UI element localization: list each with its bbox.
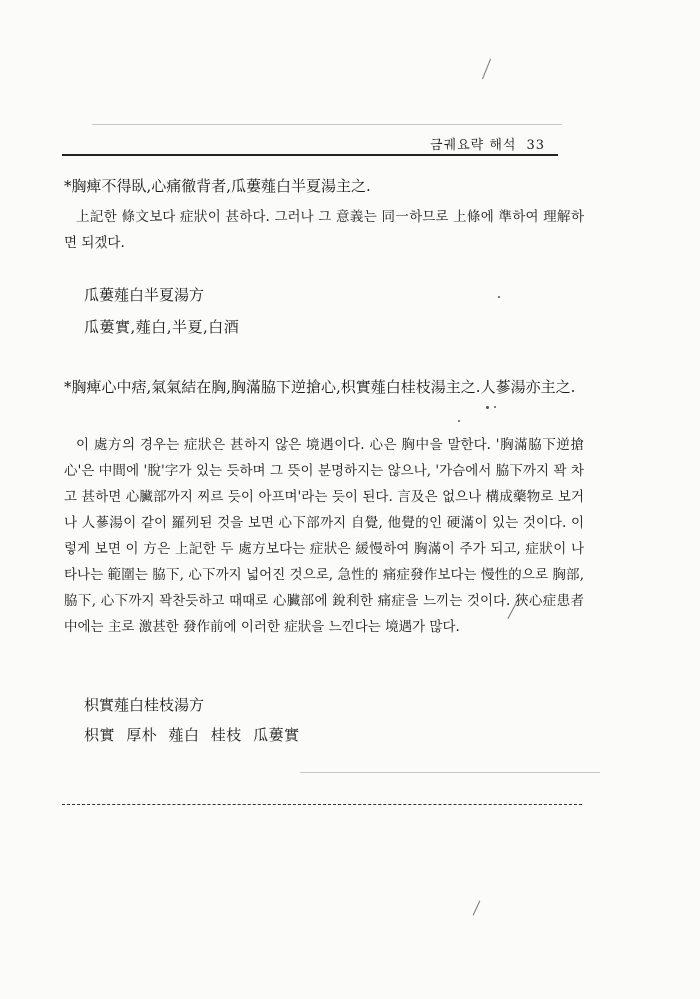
header-rule xyxy=(62,154,558,156)
scan-speck xyxy=(458,420,460,422)
footer-rule xyxy=(62,804,582,806)
bleed-through-rule xyxy=(300,772,600,773)
running-header xyxy=(430,134,545,153)
section1-ingredients: 瓜蔞實,薤白,半夏,白酒 xyxy=(84,318,240,336)
section2-commentary: 이 處方의 경우는 症狀은 甚하지 않은 境遇이다. 心은 胸中을 말한다. '胸滿脇下逆搶心'은 中間에 '脫'字가 있는 듯하며 그 뜻이 분명하지는 않으나, '가슴에서 脇下까지 꽉 차고 甚하면 心臟部까지 찌르 듯이 아프며'라는 듯이 된다. 言及은 없으나 構成藥物로 보거나 人蔘湯이 같이 羅列된 것을 보면 心下部까지 自覺, 他覺的인 硬滿이 있는 것이다. 이렇게 보면 이 方은 上記한 두 處方보다는 症狀은 緩慢하여 胸滿이 주가 되고, 症狀이 나타나는 範圍는 脇下, 心下까지 넓어진 것으로, 急性的 痛症發作보다는 慢性的으로 胸部, 脇下, 心下까지 꽉찬듯하고 때때로 心臟部에 銳利한 痛症을 느끼는 것이다. 狹心症患者中에는 主로 激甚한 發作前에 이러한 症狀을 느낀다는 境遇가 많다. xyxy=(64,437,584,635)
scan-speck xyxy=(486,406,489,409)
section2-ingredients: 枳實 厚朴 薤白 桂枝 瓜蔞實 xyxy=(84,726,300,744)
section2-formula-name: 枳實薤白桂枝湯方 xyxy=(84,696,205,714)
scan-speck xyxy=(494,406,496,408)
header-title: 금궤요략 해석 xyxy=(430,138,517,153)
section2-heading: *胸痺心中痞,氣氣結在胸,胸滿脇下逆搶心,枳實薤白桂枝湯主之.人蔘湯亦主之. xyxy=(64,378,576,396)
section1-commentary: 上記한 條文보다 症狀이 甚하다. 그러나 그 意義는 同一하므로 上條에 準하여 理解하면 되겠다. xyxy=(64,209,584,251)
section1-heading: *胸痺不得臥,心痛徹背者,瓜蔞薤白半夏湯主之. xyxy=(64,177,371,195)
scan-speck xyxy=(498,296,500,298)
section1-formula-name: 瓜蔞薤白半夏湯方 xyxy=(84,286,205,304)
bleed-through-rule xyxy=(92,124,562,125)
scan-scratch xyxy=(473,901,481,916)
page-number: 33 xyxy=(526,138,546,153)
scan-scratch xyxy=(482,59,491,80)
